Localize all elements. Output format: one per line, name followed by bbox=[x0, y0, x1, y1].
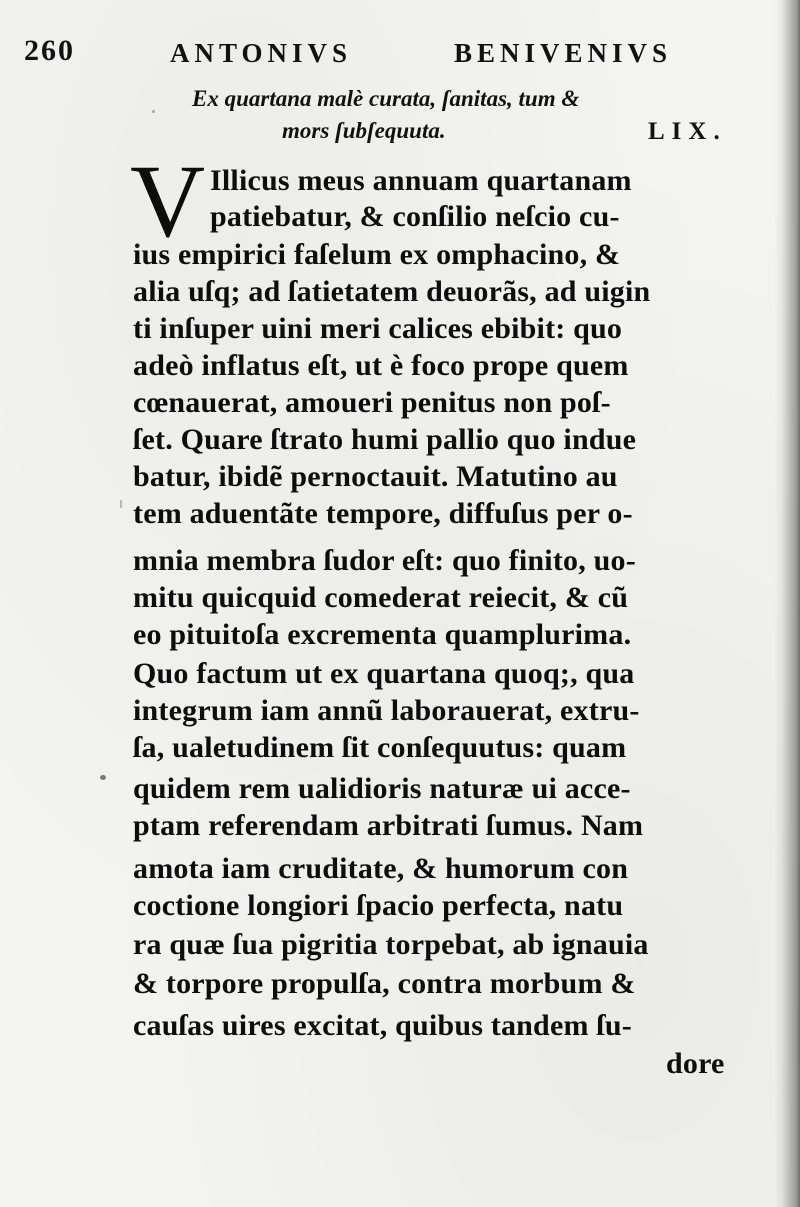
body-line: adeò inflatus eſt, ut è foco prope quem bbox=[133, 349, 629, 382]
chapter-title-line-1: Ex quartana malè curata, ſanitas, tum & bbox=[192, 86, 580, 111]
body-line: ſa, ualetudinem ſit conſequutus: quam bbox=[133, 731, 627, 764]
body-line: patiebatur, & conſilio neſcio cu- bbox=[210, 200, 620, 233]
running-head-author-last: BENIVENIVS bbox=[454, 38, 673, 68]
body-line: batur, ibidẽ pernoctauit. Matutino au bbox=[133, 460, 618, 493]
ink-speck bbox=[120, 500, 122, 508]
body-line: alia uſq; ad ſatietatem deuorãs, ad uigin bbox=[133, 275, 651, 308]
body-line: ſet. Quare ſtrato humi pallio quo indue bbox=[133, 423, 637, 456]
body-line: coctione longiori ſpacio perfecta, natu bbox=[133, 889, 624, 922]
page-gutter-shadow bbox=[774, 0, 800, 1207]
body-line: cœnauerat, amoueri penitus non poſ- bbox=[133, 386, 611, 419]
body-line: cauſas uires excitat, quibus tandem ſu- bbox=[133, 1009, 632, 1042]
ink-speck bbox=[100, 775, 106, 780]
body-line: ptam referendam arbitrati ſumus. Nam bbox=[133, 809, 644, 842]
body-line: quidem rem ualidioris naturæ ui acce- bbox=[133, 772, 631, 805]
body-line: Illicus meus annuam quartanam bbox=[210, 164, 632, 197]
body-line: Quo factum ut ex quartana quoq;, qua bbox=[133, 657, 635, 690]
body-line: mitu quicquid comederat reiecit, & cũ bbox=[133, 581, 629, 614]
page-header bbox=[18, 30, 718, 70]
body-line: mnia membra ſudor eſt: quo finito, uo- bbox=[133, 544, 636, 577]
chapter-number: LIX. bbox=[648, 118, 727, 145]
body-line: ius empirici faſelum ex omphacino, & bbox=[133, 238, 621, 271]
body-line: tem aduentãte tempore, diffuſus per o- bbox=[133, 497, 633, 530]
body-line: integrum iam annũ laborauerat, extru- bbox=[133, 694, 640, 727]
page-number: 260 bbox=[24, 34, 75, 67]
chapter-title-line-2: mors ſubſequuta. bbox=[282, 118, 446, 143]
drop-cap-initial: V bbox=[130, 144, 206, 259]
body-line: & torpore propulſa, contra morbum & bbox=[133, 967, 636, 1000]
body-line: ti inſuper uini meri calices ebibit: quo bbox=[133, 312, 623, 345]
body-line: ra quæ ſua pigritia torpebat, ab ignauia bbox=[133, 928, 649, 961]
body-line: dore bbox=[666, 1047, 725, 1080]
ink-speck bbox=[152, 110, 155, 113]
running-head-author-first: ANTONIVS bbox=[170, 38, 353, 68]
body-line: eo pituitoſa excrementa quamplurima. bbox=[133, 618, 632, 651]
body-line: amota iam cruditate, & humorum con bbox=[133, 852, 629, 885]
